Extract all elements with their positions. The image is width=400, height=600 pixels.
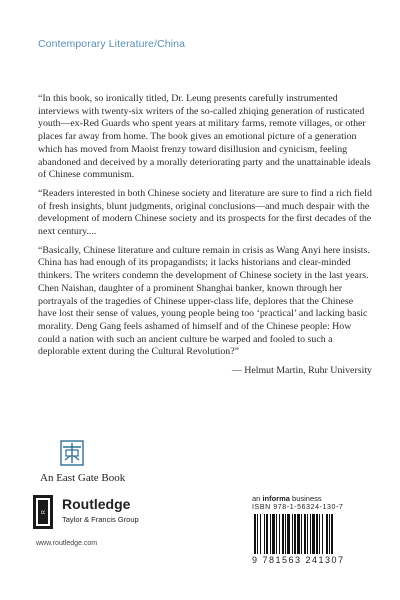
category-label: Contemporary Literature/China [38,38,186,50]
barcode-bar [322,514,323,554]
barcode-bar [264,514,265,554]
barcode-bar [310,514,311,554]
publisher-url[interactable]: www.routledge.com [36,540,98,547]
barcode-bar [319,514,320,554]
barcode-bar [307,514,308,554]
barcode-bar [294,514,296,554]
barcode-bar [270,514,271,554]
barcode-bar [285,514,286,554]
attribution: — Helmut Martin, Ruhr University [231,365,372,377]
barcode-bar [312,514,315,554]
barcode-bar [266,514,268,554]
east-gate-logo-icon [60,440,84,466]
barcode-bar [329,514,330,554]
barcode-bar [304,514,306,554]
barcode-bar [326,514,328,554]
informa-bold: informa [262,494,290,503]
barcode-bar [254,514,256,554]
isbn-text: ISBN 978-1-56324-130-7 [252,504,344,511]
publisher-subtitle: Taylor & Francis Group [62,515,139,524]
barcode-bar [292,514,293,554]
imprint-label: An East Gate Book [40,472,126,484]
routledge-logo-icon [32,494,54,530]
svg-text:R: R [41,510,47,514]
barcode-bar [257,514,258,554]
informa-suffix: business [292,494,322,503]
barcode-bar [279,514,280,554]
back-cover-blurb [38,93,372,378]
barcode-bar [316,514,318,554]
barcode-bar [301,514,302,554]
barcode-graphic [252,514,368,554]
barcode-number: 9 781563 241307 [252,555,345,565]
barcode-bar [276,514,277,554]
blurb-paragraph: “Readers interested in both Chinese society and literature are sure to find a rich field of fresh insights, blunt judgments, original conclusions—and much despair with the development of modern Chinese society and its prospects for the first decades of the next century.... [38,187,372,238]
informa-line [252,494,322,503]
barcode-bar [282,514,284,554]
barcode-bar [287,514,290,554]
barcode-bar [260,514,261,554]
barcode-bar [331,514,333,554]
blurb-paragraph: “In this book, so ironically titled, Dr. Leung presents carefully instrumented interviews with twenty-six writers of the so-called zhiqing generation of rusticated youth—ex-Red Guards who spent years at military farms, remote villages, or other places far away from home. The book gives an emotional picture of a generation which has moved from Maoist frenzy toward disillusion and cynicism, feeling abandoned and deceived by a morally deteriorating party and the unattainable ideals of Chinese communism. [38,93,371,181]
blurb-paragraph: “Basically, Chinese literature and culture remain in crisis as Wang Anyi here insists. China has had enough of its propagandists; it lacks historians and clear-minded thinkers. The writers condemn the development of Chinese society in the last years. Chen Naishan, daughter of a prominent Shanghai banker, known through her portrayals of the tragedies of Chinese upper-class life, deplores that the Chinese have lost their sense of values, young people being too ‘practical’ and lacking basic morality. Deng Gang feels ashamed of himself and of the Chinese people: How could a nation with such an ancient culture be warped and fooled to such a deplorable extent during the Cultural Revolution?” [38,244,370,358]
publisher-name: Routledge [62,496,131,512]
barcode-bar [297,514,300,554]
informa-prefix: an [252,494,261,503]
barcode-bar [272,514,275,554]
